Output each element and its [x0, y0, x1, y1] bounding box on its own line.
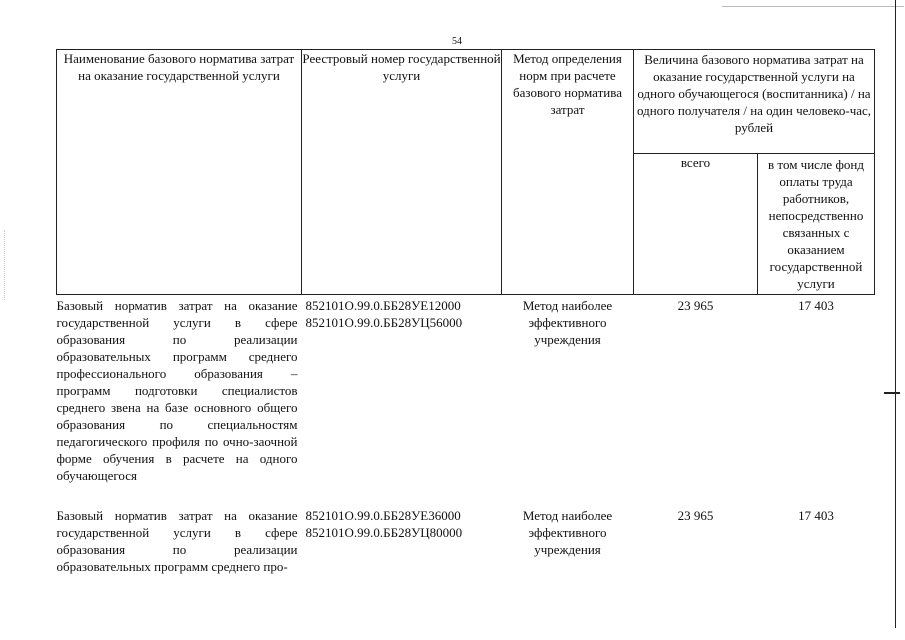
- norms-table: [56, 49, 875, 575]
- row-total: 23 965: [677, 508, 714, 523]
- row-code: 852101О.99.0.ББ28УЦ56000: [305, 315, 463, 330]
- page-number: 54: [452, 36, 462, 47]
- row-including: 17 403: [798, 298, 834, 313]
- row-total: 23 965: [677, 298, 714, 313]
- row-code: 852101О.99.0.ББ28УЦ80000: [305, 525, 463, 540]
- header-including: в том числе фонд оплаты труда работников, непосредственно связанных с оказанием государственной услуги: [758, 154, 875, 295]
- header-value: Величина базового норматива затрат на оказание государственной услуги на одного обучающегося (воспитанника) / на одного получателя / на один человеко-час, рублей: [634, 50, 875, 154]
- table-row: [57, 489, 875, 575]
- table-row: [57, 295, 875, 490]
- row-including: 17 403: [798, 508, 834, 523]
- row-codes: [302, 295, 502, 490]
- scan-edge-mark: [884, 392, 900, 394]
- header-registry: Реестровый номер государственной услуги: [302, 50, 502, 295]
- header-total: всего: [634, 154, 758, 295]
- scan-edge-right: [895, 0, 896, 628]
- row-code: 852101О.99.0.ББ28УЕ12000: [305, 298, 461, 313]
- row-method: Метод наиболее эффективного учреждения: [522, 508, 613, 557]
- row-codes: [302, 489, 502, 575]
- row-name: Базовый норматив затрат на оказание государственной услуги в сфере образования по реализации образовательных программ среднего профессионального образования – программ подготовки специалистов среднего звена на базе основного общего образования по специальностям педагогического профиля по очно-заочной форме обучения в расчете на одного обучающегося: [56, 298, 298, 483]
- header-method: Метод определения норм при расчете базового норматива затрат: [502, 50, 634, 295]
- row-method: Метод наиболее эффективного учреждения: [522, 298, 613, 347]
- row-code: 852101О.99.0.ББ28УЕ36000: [305, 508, 461, 523]
- scan-edge-left: [4, 230, 6, 300]
- scan-edge-top: [722, 6, 904, 7]
- row-name: Базовый норматив затрат на оказание государственной услуги в сфере образования по реализации образовательных программ среднего про-: [56, 508, 298, 574]
- header-row-1: [57, 50, 875, 154]
- header-name: Наименование базового норматива затрат на оказание государственной услуги: [57, 50, 302, 295]
